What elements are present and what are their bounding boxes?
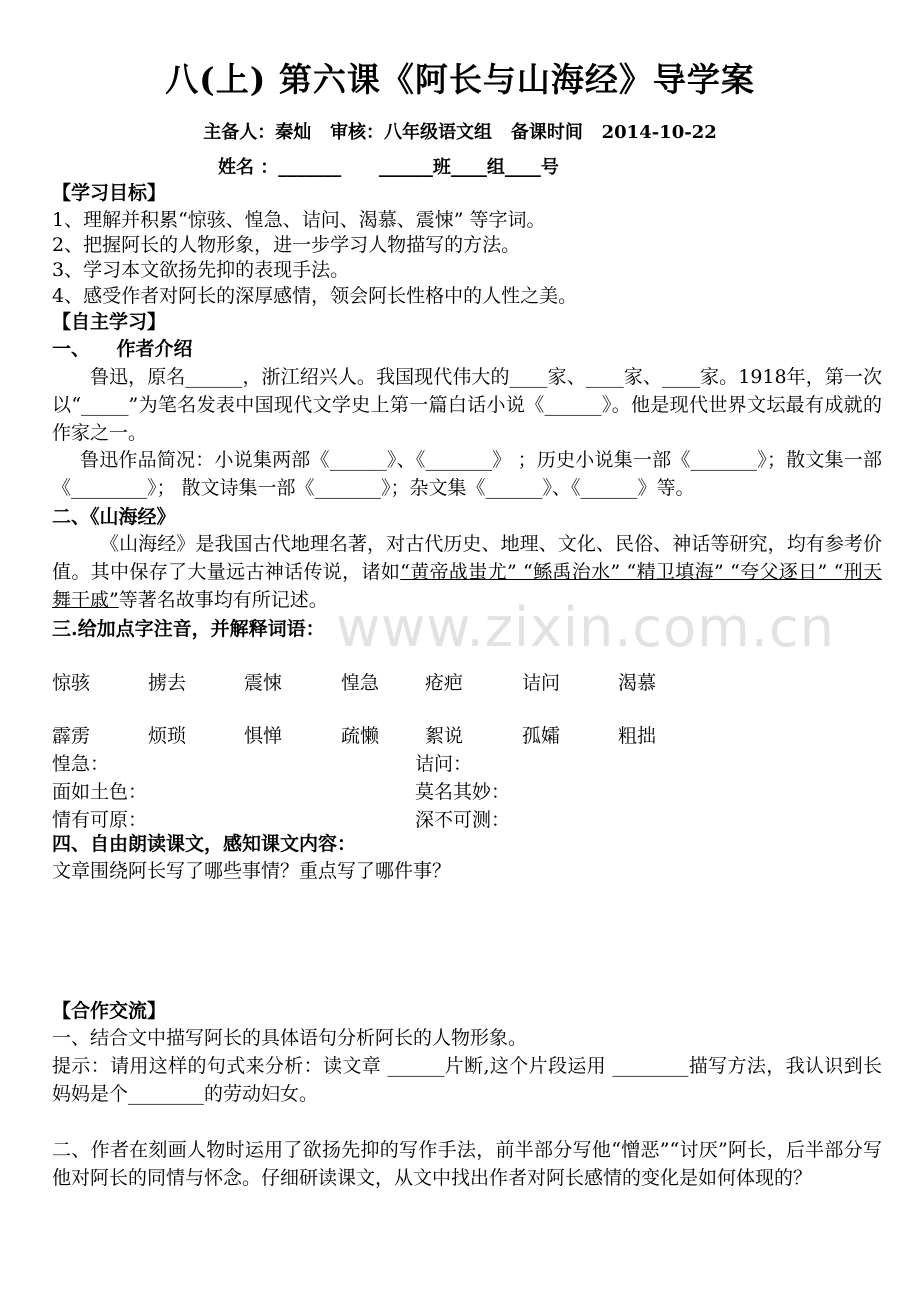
works-paragraph: 鲁迅作品简况：小说集两部《______》、《_______》 ；历史小说集一部《_______》；散文集一部《________》； 散文诗集一部《_______》；杂文集《______》、《______》等。 — [52, 449, 882, 499]
author-info: 主备人：秦灿 审核：八年级语文组 备课时间 2014-10-22 — [203, 122, 717, 143]
vocab-word: 疮疤 — [425, 672, 464, 694]
self-study-heading: 【自主学习】 — [52, 311, 167, 333]
explain-label: 诘问： — [415, 753, 473, 775]
vocab-word: 烦琐 — [148, 725, 187, 747]
explain-label: 深不可测： — [415, 809, 511, 831]
vocab-word: 震悚 — [244, 672, 283, 694]
author-intro-heading: 一、 作者介绍 — [52, 338, 193, 360]
shanhaijing-text: 《山海经》是我国古代地理名著，对古代历史、地理、文化、民俗、神话等研究，均有参考价值。其中保存了大量远古神话传说，诸如 — [52, 533, 882, 583]
page-title: 八(上) 第六课《阿长与山海经》导学案 — [165, 60, 755, 99]
vocab-word: 惊骇 — [52, 672, 91, 694]
explain-label: 莫名其妙： — [415, 781, 511, 803]
shanhaijing-heading: 二、《山海经》 — [52, 506, 176, 528]
goal-item: 1、理解并积累“惊骇、惶急、诘问、渴慕、震悚” 等字词。 — [52, 209, 546, 231]
vocab-word: 孤孀 — [522, 725, 561, 747]
watermark: www.zixin.com.cn — [336, 596, 835, 659]
explain-label: 惶急： — [52, 753, 110, 775]
reading-heading: 四、自由朗读课文，感知课文内容： — [52, 833, 357, 855]
vocab-word: 惶急 — [341, 672, 380, 694]
vocab-word: 诘问 — [522, 672, 561, 694]
reading-question: 文章围绕阿长写了哪些事情？重点写了哪件事？ — [52, 860, 452, 882]
pronunciation-heading: 三.给加点字注音，并解释词语： — [52, 618, 325, 640]
goal-item: 4、感受作者对阿长的深厚感情，领会阿长性格中的人性之美。 — [52, 285, 578, 307]
cooperation-hint: 提示：请用这样的句式来分析：读文章 ______片断,这个片段运用 ________描写方法，我认识到长妈妈是个________的劳动妇女。 — [52, 1055, 882, 1105]
vocab-word: 絮说 — [425, 725, 464, 747]
cooperation-heading: 【合作交流】 — [52, 1000, 167, 1022]
cooperation-question-1: 一、结合文中描写阿长的具体语句分析阿长的人物形象。 — [52, 1027, 528, 1049]
goal-item: 2、把握阿长的人物形象，进一步学习人物描写的方法。 — [52, 234, 521, 256]
goals-heading: 【学习目标】 — [52, 182, 167, 204]
explain-label: 情有可原： — [52, 809, 148, 831]
vocab-word: 霹雳 — [52, 725, 91, 747]
cooperation-question-2: 二、作者在刻画人物时运用了欲扬先抑的写作手法，前半部分写他“憎恶”“讨厌”阿长，后半部分写他对阿长的同情与怀念。仔细研读课文，从文中找出作者对阿长感情的变化是如何体现的？ — [52, 1139, 882, 1189]
vocab-word: 惧惮 — [244, 725, 283, 747]
vocab-word: 渴慕 — [618, 672, 657, 694]
vocab-word: 粗拙 — [618, 725, 657, 747]
vocab-word: 疏懒 — [341, 725, 380, 747]
goal-item: 3、学习本文欲扬先抑的表现手法。 — [52, 259, 350, 281]
author-intro-paragraph: 鲁迅，原名______，浙江绍兴人。我国现代伟大的____家、____家、____家。1918年，第一次以“_____”为笔名发表中国现代文学史上第一篇白话小说《______》。他是现代世界文坛最有成就的作家之一。 — [52, 366, 882, 444]
vocab-word: 掳去 — [148, 672, 187, 694]
myth-stories: “黄帝战蚩尤” “鲧禹治水” “精卫填海” “夸父逐日” “刑天舞干戚” — [52, 561, 882, 611]
student-name-line: 姓名 ：_______ ______班____组____号 — [218, 157, 559, 178]
explain-label: 面如土色： — [52, 781, 148, 803]
shanhaijing-text-end: 等著名故事均有所记述。 — [118, 589, 328, 611]
